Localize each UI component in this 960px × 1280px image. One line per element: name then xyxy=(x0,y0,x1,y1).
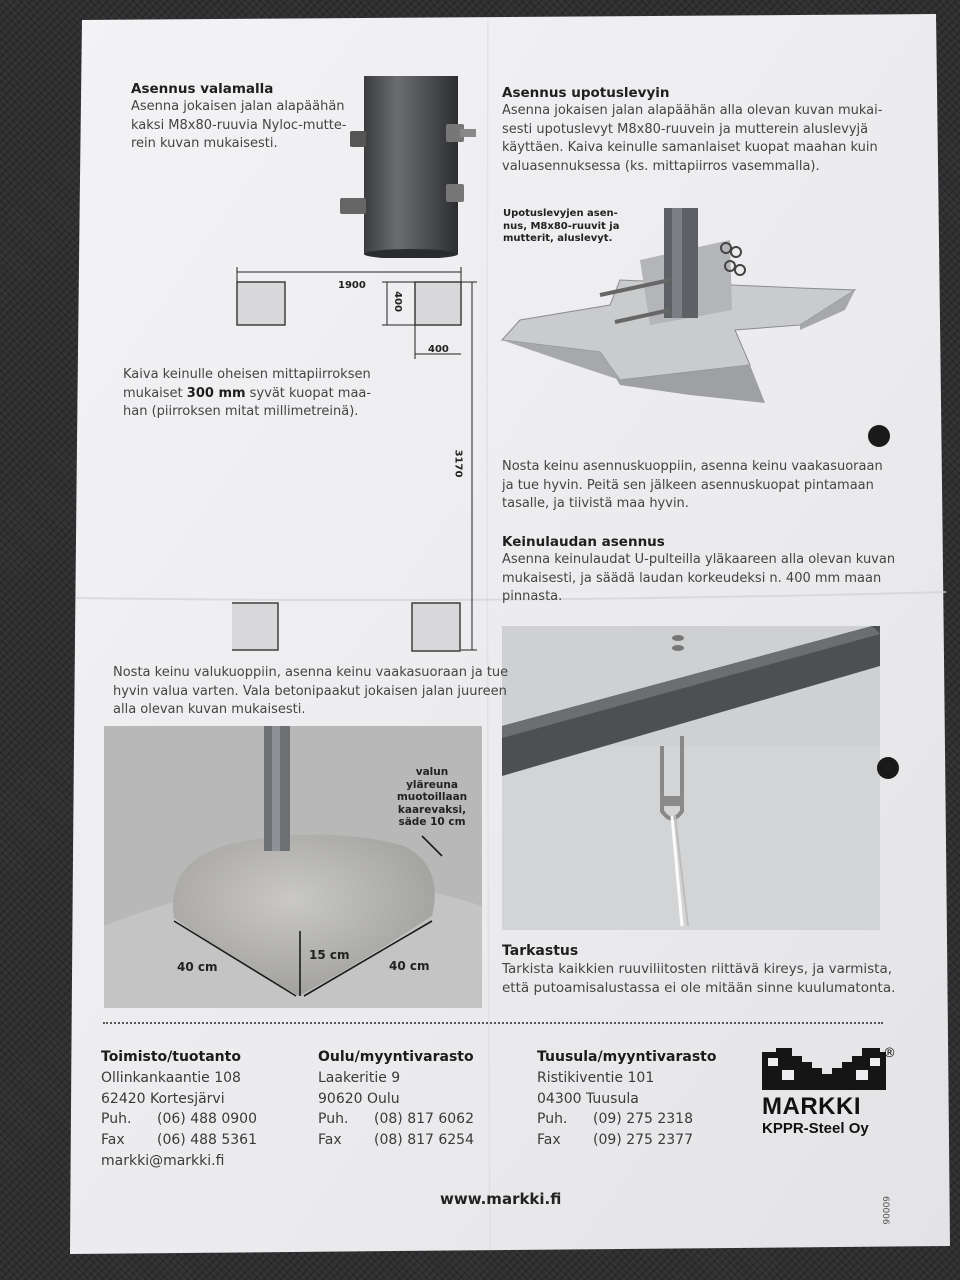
contact-office-fax: (06) 488 5361 xyxy=(157,1132,257,1149)
check-section xyxy=(502,942,895,998)
leg-bolts-illustration xyxy=(330,76,480,258)
contact-office-phone: (06) 488 0900 xyxy=(157,1111,257,1128)
contact-tuusula-heading: Tuusula/myyntivarasto xyxy=(537,1049,717,1065)
casting-heading: Asennus valamalla xyxy=(131,81,274,97)
plates-callout: Upotuslevyjen asen- nus, M8x80-ruuvit ja mutterit, aluslevyt. xyxy=(503,208,620,244)
concrete-right-width: 40 cm xyxy=(389,959,430,973)
seat-text: Asenna keinulaudat U-pulteilla yläkaareen alla olevan kuvan mukaisesti, ja säädä laudan korkeudeksi n. 400 mm maan pinnasta. xyxy=(502,552,896,604)
contact-tuusula-city: 04300 Tuusula xyxy=(537,1090,639,1107)
fax-label: Fax xyxy=(318,1132,342,1149)
fax-label: Fax xyxy=(537,1132,561,1149)
dig-depth: 300 mm xyxy=(186,385,246,401)
concrete-height: 15 cm xyxy=(309,948,350,962)
phone-label: Puh. xyxy=(537,1111,568,1128)
contact-office-city: 62420 Kortesjärvi xyxy=(101,1090,225,1107)
seat-section xyxy=(502,533,895,607)
document-code: 60006 xyxy=(880,1196,890,1225)
contact-office-fax-row xyxy=(101,1130,257,1151)
contact-email: markki@markki.fi xyxy=(101,1152,225,1169)
fax-label: Fax xyxy=(101,1132,125,1149)
punch-hole-bottom xyxy=(877,757,899,779)
contact-tuusula xyxy=(537,1047,716,1151)
markki-logo xyxy=(762,1046,896,1144)
concrete-left-width: 40 cm xyxy=(177,960,218,974)
plates-text: Asenna jokaisen jalan alapäähän alla olevan kuvan mukai- sesti upotuslevyt M8x80-ruuvein ja mutterein aluslevyjä käyttäen. Kaiva keinulle samanlaiset kuopat maahan kuin valuasennuksessa (ks. mittapiirros vasemmalla). xyxy=(502,103,883,174)
casting-text: Asenna jokaisen jalan alapäähän kaksi M8x80-ruuvia Nyloc-mutte- rein kuvan mukaisesti. xyxy=(131,99,347,151)
dim-square-width: 400 xyxy=(428,344,449,355)
contact-office xyxy=(101,1047,257,1172)
contact-tuusula-street: Ristikiventie 101 xyxy=(537,1069,655,1086)
contact-oulu xyxy=(318,1047,474,1151)
contact-oulu-fax: (08) 817 6254 xyxy=(374,1132,474,1149)
contact-oulu-street: Laakeritie 9 xyxy=(318,1069,401,1086)
level-plates-text: Nosta keinu asennuskuoppiin, asenna keinu vaakasuoraan ja tue hyvin. Peitä sen jälkeen asennuskuopat pintamaan tasalle, ja tiivistä maa hyvin. xyxy=(502,459,883,511)
contact-office-phone-row xyxy=(101,1109,257,1130)
contact-oulu-phone: (08) 817 6062 xyxy=(374,1111,474,1128)
contact-office-heading: Toimisto/tuotanto xyxy=(101,1049,241,1065)
contact-office-street: Ollinkankaantie 108 xyxy=(101,1069,241,1086)
plates-section xyxy=(502,84,882,176)
level-cast-text: Nosta keinu valukuoppiin, asenna keinu vaakasuoraan ja tue hyvin valua varten. Vala betonipaakut jokaisen jalan juureen alla olevan kuvan mukaisesti. xyxy=(113,665,509,717)
brand-subtitle: KPPR-Steel Oy xyxy=(762,1120,869,1137)
contact-oulu-city: 90620 Oulu xyxy=(318,1090,400,1107)
footer-separator xyxy=(103,1022,883,1024)
dig-text-pre: Kaiva keinulle oheisen mittapiirroksen mukaiset xyxy=(123,367,371,401)
concrete-note: valun yläreuna muotoillaan kaarevaksi, säde 10 cm xyxy=(396,766,468,828)
contact-tuusula-phone-row xyxy=(537,1109,716,1130)
dim-square-height: 400 xyxy=(391,291,403,312)
website-link[interactable]: www.markki.fi xyxy=(440,1190,562,1208)
contact-oulu-phone-row xyxy=(318,1109,474,1130)
registered-mark: ® xyxy=(883,1046,896,1061)
contact-oulu-heading: Oulu/myyntivarasto xyxy=(318,1049,474,1065)
dig-text xyxy=(123,366,371,422)
check-heading: Tarkastus xyxy=(502,943,579,959)
dig-text-post: syvät kuopat maa- han (piirroksen mitat millimetreinä). xyxy=(123,385,372,419)
contact-tuusula-fax-row xyxy=(537,1130,716,1151)
contact-oulu-fax-row xyxy=(318,1130,474,1151)
dim-depth-total: 3170 xyxy=(452,449,464,478)
u-bolt-illustration xyxy=(502,626,880,930)
casting-section xyxy=(131,80,347,154)
phone-label: Puh. xyxy=(318,1111,349,1128)
check-text: Tarkista kaikkien ruuviliitosten riittävä kireys, ja varmista, että putoamisalustassa ei ole mitään sinne kuulumatonta. xyxy=(502,961,896,996)
dimension-drawing xyxy=(232,262,480,662)
plates-heading: Asennus upotuslevyin xyxy=(502,85,670,101)
seat-heading: Keinulaudan asennus xyxy=(502,534,665,550)
punch-hole-top xyxy=(868,425,890,447)
brand-name: MARKKI xyxy=(762,1093,861,1120)
contact-tuusula-phone: (09) 275 2318 xyxy=(593,1111,693,1128)
contact-tuusula-fax: (09) 275 2377 xyxy=(593,1132,693,1149)
dim-width: 1900 xyxy=(338,280,366,291)
phone-label: Puh. xyxy=(101,1111,132,1128)
anchor-plate-illustration xyxy=(500,200,870,415)
logo-skyline-icon xyxy=(762,1048,886,1090)
